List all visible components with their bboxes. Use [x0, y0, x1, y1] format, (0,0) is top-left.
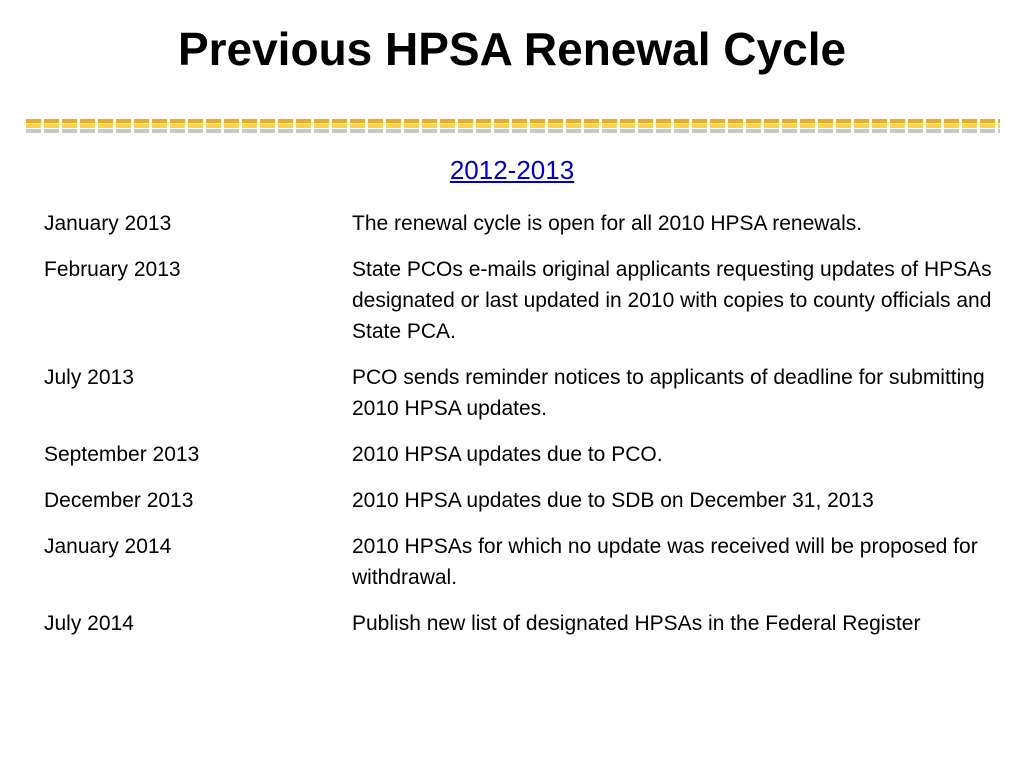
- schedule-list: [44, 208, 994, 654]
- schedule-description: PCO sends reminder notices to applicants of deadline for submitting 2010 HPSA updates.: [352, 366, 985, 420]
- schedule-description: 2010 HPSA updates due to PCO.: [352, 443, 663, 466]
- schedule-row: [44, 485, 994, 516]
- schedule-date: December 2013: [44, 489, 194, 512]
- subtitle-link[interactable]: 2012-2013: [449, 155, 575, 185]
- divider-line-gray: [26, 129, 1000, 133]
- schedule-date: February 2013: [44, 258, 181, 281]
- schedule-row: [44, 531, 994, 593]
- schedule-date: July 2014: [44, 612, 134, 635]
- subtitle: [0, 155, 1024, 186]
- schedule-row: [44, 439, 994, 470]
- schedule-date: July 2013: [44, 366, 134, 389]
- divider-line-orange: [26, 119, 1000, 123]
- schedule-date: September 2013: [44, 443, 200, 466]
- schedule-description: 2010 HPSA updates due to SDB on December 31, 2013: [352, 489, 874, 512]
- schedule-row: [44, 362, 994, 424]
- divider-line-yellow: [26, 124, 1000, 128]
- title-divider: [26, 119, 1000, 133]
- schedule-date: January 2013: [44, 212, 172, 235]
- schedule-date: January 2014: [44, 535, 172, 558]
- slide-title: Previous HPSA Renewal Cycle: [177, 23, 847, 75]
- schedule-row: [44, 608, 994, 639]
- schedule-description: The renewal cycle is open for all 2010 HPSA renewals.: [352, 212, 863, 235]
- schedule-row: [44, 254, 994, 347]
- schedule-description: State PCOs e-mails original applicants requesting updates of HPSAs designated or last updated in 2010 with copies to county officials and State PCA.: [352, 258, 992, 343]
- schedule-description: Publish new list of designated HPSAs in the Federal Register: [352, 612, 921, 635]
- schedule-description: 2010 HPSAs for which no update was received will be proposed for withdrawal.: [352, 535, 978, 589]
- schedule-row: [44, 208, 994, 239]
